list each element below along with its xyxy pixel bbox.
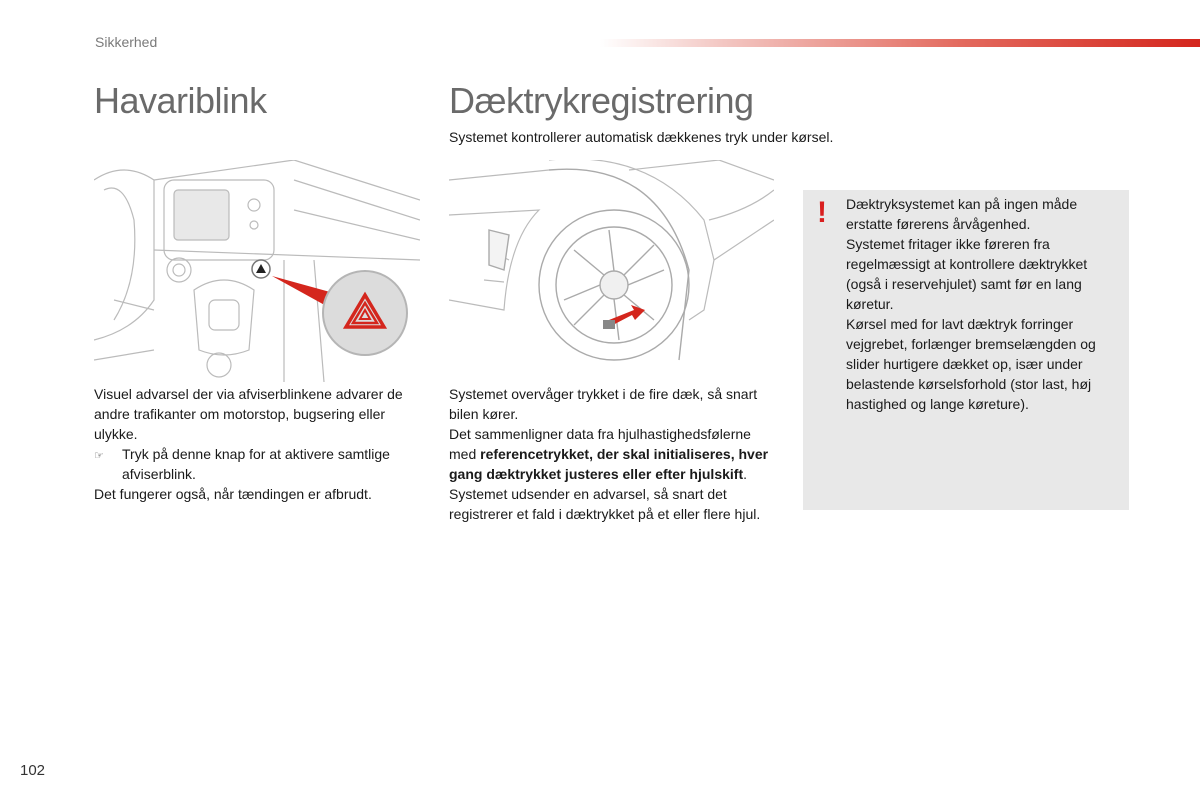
tpms-paragraph-3: Systemet udsender en advarsel, så snart det registrerer et fald i dæktrykket på et eller flere hjul. (449, 486, 761, 522)
section-label: Sikkerhed (95, 34, 158, 50)
hazard-description (94, 384, 424, 504)
hazard-bullet-text: Tryk på denne knap for at aktivere samtlige afviserblink. (122, 446, 390, 482)
page-number: 102 (20, 762, 46, 779)
pointer-hand-icon: ☞ (94, 450, 104, 462)
tpms-p2-start: Det sammenligner data fra hjulhastighedsfølerne med (449, 426, 751, 462)
tpms-description (449, 384, 779, 524)
hazard-title: Havariblink (94, 80, 267, 121)
warning-line-3: Kørsel med for lavt dæktryk forringer vejgrebet, forlænger bremselængden og slider hurtigere dækket op, især under belastende kørselsforhold (stor last, høj hastighed og lange køreture). (846, 316, 1096, 412)
dashboard-hazard-illustration (94, 160, 420, 382)
header-accent-bar (600, 39, 1200, 47)
warning-box (803, 190, 1129, 510)
tpms-paragraph-1: Systemet overvåger trykket i de fire dæk, så snart bilen kører. (449, 386, 758, 422)
warning-line-2: Systemet fritager ikke føreren fra regelmæssigt at kontrollere dæktrykket (også i reservehjulet) samt før en lang køretur. (846, 236, 1088, 312)
hazard-paragraph: Visuel advarsel der via afviserblinkene advarer de andre trafikanter om motorstop, bugsering eller ulykke. (94, 386, 403, 442)
wheel-sensor-illustration (449, 160, 774, 370)
warning-exclamation-icon: ! (817, 196, 827, 229)
tpms-p2-bold: referencetrykket, der skal initialiseres, hver gang dæktrykket justeres eller efter hjulskift (449, 446, 769, 482)
tpms-paragraph-2 (449, 424, 779, 484)
warning-text (846, 194, 1116, 414)
tpms-p2-end: . (743, 466, 747, 482)
tpms-title: Dæktrykregistrering (449, 80, 754, 121)
warning-line-1: Dæktryksystemet kan på ingen måde erstatte førerens årvågenhed. (846, 196, 1078, 232)
hazard-closing: Det fungerer også, når tændingen er afbrudt. (94, 486, 372, 502)
tpms-intro: Systemet kontrollerer automatisk dækkenes tryk under kørsel. (449, 129, 834, 145)
hazard-bullet-item (94, 444, 424, 484)
